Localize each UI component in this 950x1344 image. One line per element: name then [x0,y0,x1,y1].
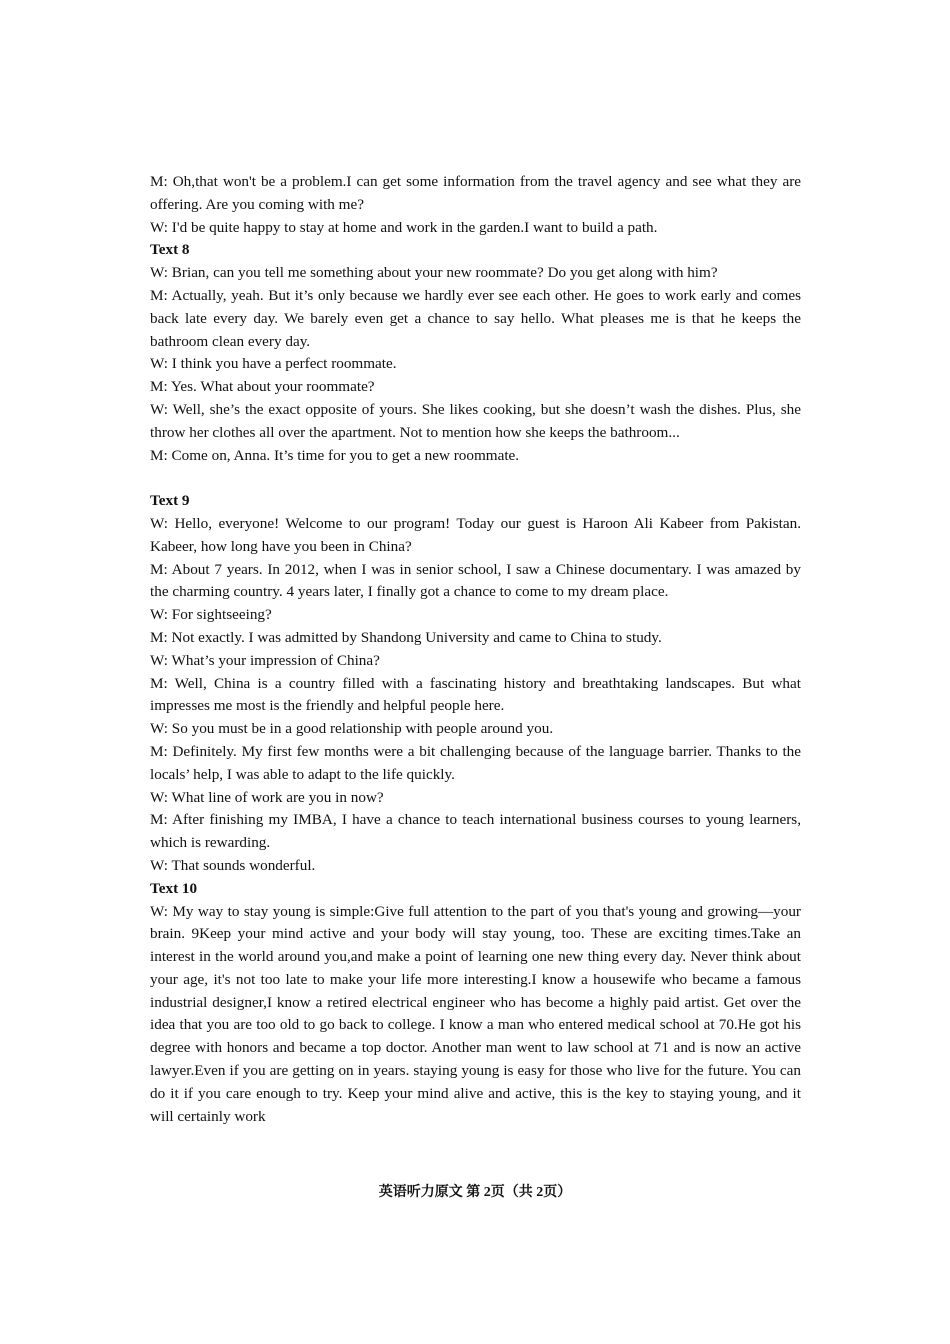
paragraph: W: My way to stay young is simple:Give full attention to the part of you that's young and growing—your brain. 9Keep your mind active and your body will stay young, too. These are exciting times.Take an interest in the world around you,and make a point of learning one new thing every day. Never think about your age, it's not too late to make your life more interesting.I know a housewife who became a famous industrial designer,I know a retired electrical engineer who has become a highly paid artist. Get over the idea that you are too old to go back to college. I know a man who entered medical school at 70.He got his degree with honors and became a top doctor. Another man went to law school at 71 and is now an active lawyer.Even if you are getting on in years. staying young is easy for those who live for the future. You can do it if you care enough to try. Keep your mind alive and active, this is the key to staying young, and it will certainly work [150,902,801,1125]
paragraph: W: Brian, can you tell me something about your new roommate? Do you get along with him? [150,264,718,282]
paragraph: W: That sounds wonderful. [150,856,316,874]
section-heading-text-8: Text 8 [150,241,190,259]
paragraph: W: So you must be in a good relationship with people around you. [150,720,554,738]
paragraph: M: Oh,that won't be a problem.I can get some information from the travel agency and see what they are offering. Are you coming with me? [150,173,801,213]
paragraph: W: I think you have a perfect roommate. [150,355,397,373]
paragraph: M: After finishing my IMBA, I have a chance to teach international business courses to young learners, which is rewarding. [150,811,801,852]
paragraph: M: Yes. What about your roommate? [150,378,375,396]
paragraph: M: Definitely. My first few months were a bit challenging because of the language barrier. Thanks to the locals’ help, I was able to adapt to the life quickly. [150,742,801,783]
page-footer: 英语听力原文 第 2页（共 2页） [378,1185,572,1200]
section-heading-text-9: Text 9 [150,492,190,510]
paragraph: W: What’s your impression of China? [150,651,380,669]
paragraph: M: Come on, Anna. It’s time for you to get a new roommate. [150,446,520,464]
paragraph: M: About 7 years. In 2012, when I was in senior school, I saw a Chinese documentary. I was amazed by the charming country. 4 years later, I finally got a chance to come to my dream place. [150,560,801,601]
paragraph: W: For sightseeing? [150,606,272,624]
document-body [150,171,801,1128]
paragraph: M: Well, China is a country filled with a fascinating history and breathtaking landscapes. But what impresses me most is the friendly and helpful people here. [150,674,801,715]
paragraph: M: Actually, yeah. But it’s only because we hardly ever see each other. He goes to work early and comes back late every day. We barely even get a chance to say hello. What pleases me is that he keeps the bathroom clean every day. [150,286,801,350]
paragraph: W: I'd be quite happy to stay at home and work in the garden.I want to build a path. [150,218,658,236]
paragraph: W: What line of work are you in now? [150,788,384,806]
paragraph: W: Well, she’s the exact opposite of yours. She likes cooking, but she doesn’t wash the dishes. Plus, she throw her clothes all over the apartment. Not to mention how she keeps the bathroom... [150,400,801,441]
paragraph: W: Hello, everyone! Welcome to our program! Today our guest is Haroon Ali Kabeer from Pakistan. Kabeer, how long have you been in China? [150,514,801,555]
blank-line [150,467,801,490]
section-heading-text-10: Text 10 [150,879,198,897]
paragraph: M: Not exactly. I was admitted by Shandong University and came to China to study. [150,628,662,646]
